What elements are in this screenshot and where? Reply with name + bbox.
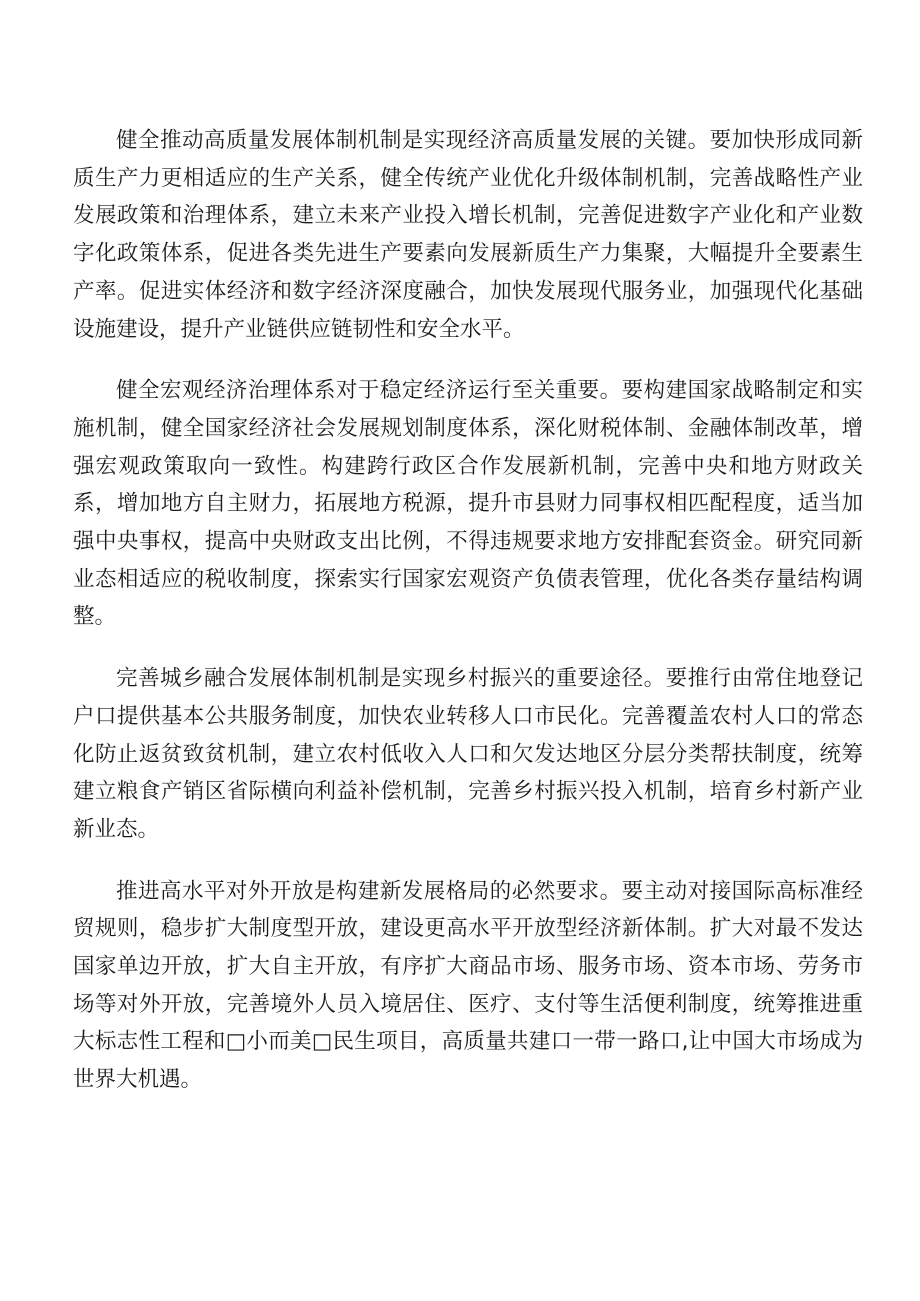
paragraph-opening-up: 推进高水平对外开放是构建新发展格局的必然要求。要主动对接国际高标准经贸规则，稳步扩大制度型开放，建设更高水平开放型经济新体制。扩大对最不发达国家单边开放，扩大自主开放，有序扩大商品市场、服务市场、资本市场、劳务市场等对外开放，完善境外人员入境居住、医疗、支付等生活便利制度，统筹推进重大标志性工程和□小而美□民生项目，高质量共建口一带一路口,让中国大市场成为世界大机遇。 bbox=[73, 878, 863, 1093]
paragraph-urban-rural-integration: 完善城乡融合发展体制机制是实现乡村振兴的重要途径。要推行由常住地登记户口提供基本公共服务制度，加快农业转移人口市民化。完善覆盖农村人口的常态化防止返贫致贫机制，建立农村低收入人口和欠发达地区分层分类帮扶制度，统筹建立粮食产销区省际横向利益补偿机制，完善乡村振兴投入机制，培育乡村新产业新业态。 bbox=[73, 666, 863, 842]
document-body bbox=[73, 122, 863, 1099]
paragraph-industrial-system: 健全推动高质量发展体制机制是实现经济高质量发展的关键。要加快形成同新质生产力更相适应的生产关系，健全传统产业优化升级体制机制，完善战略性产业发展政策和治理体系，建立未来产业投入增长机制，完善促进数字产业化和产业数字化政策体系，促进各类先进生产要素向发展新质生产力集聚，大幅提升全要素生产率。促进实体经济和数字经济深度融合，加快发展现代服务业，加强现代化基础设施建设，提升产业链供应链韧性和安全水平。 bbox=[73, 128, 863, 342]
paragraph-macro-governance: 健全宏观经济治理体系对于稳定经济运行至关重要。要构建国家战略制定和实施机制，健全国家经济社会发展规划制度体系，深化财税体制、金融体制改革，增强宏观政策取向一致性。构建跨行政区合作发展新机制，完善中央和地方财政关系，增加地方自主财力，拓展地方税源，提升市县财力同事权相匹配程度，适当加强中央事权，提高中央财政支出比例，不得违规要求地方安排配套资金。研究同新业态相适应的税收制度，探索实行国家宏观资产负债表管理，优化各类存量结构调整。 bbox=[73, 378, 863, 630]
